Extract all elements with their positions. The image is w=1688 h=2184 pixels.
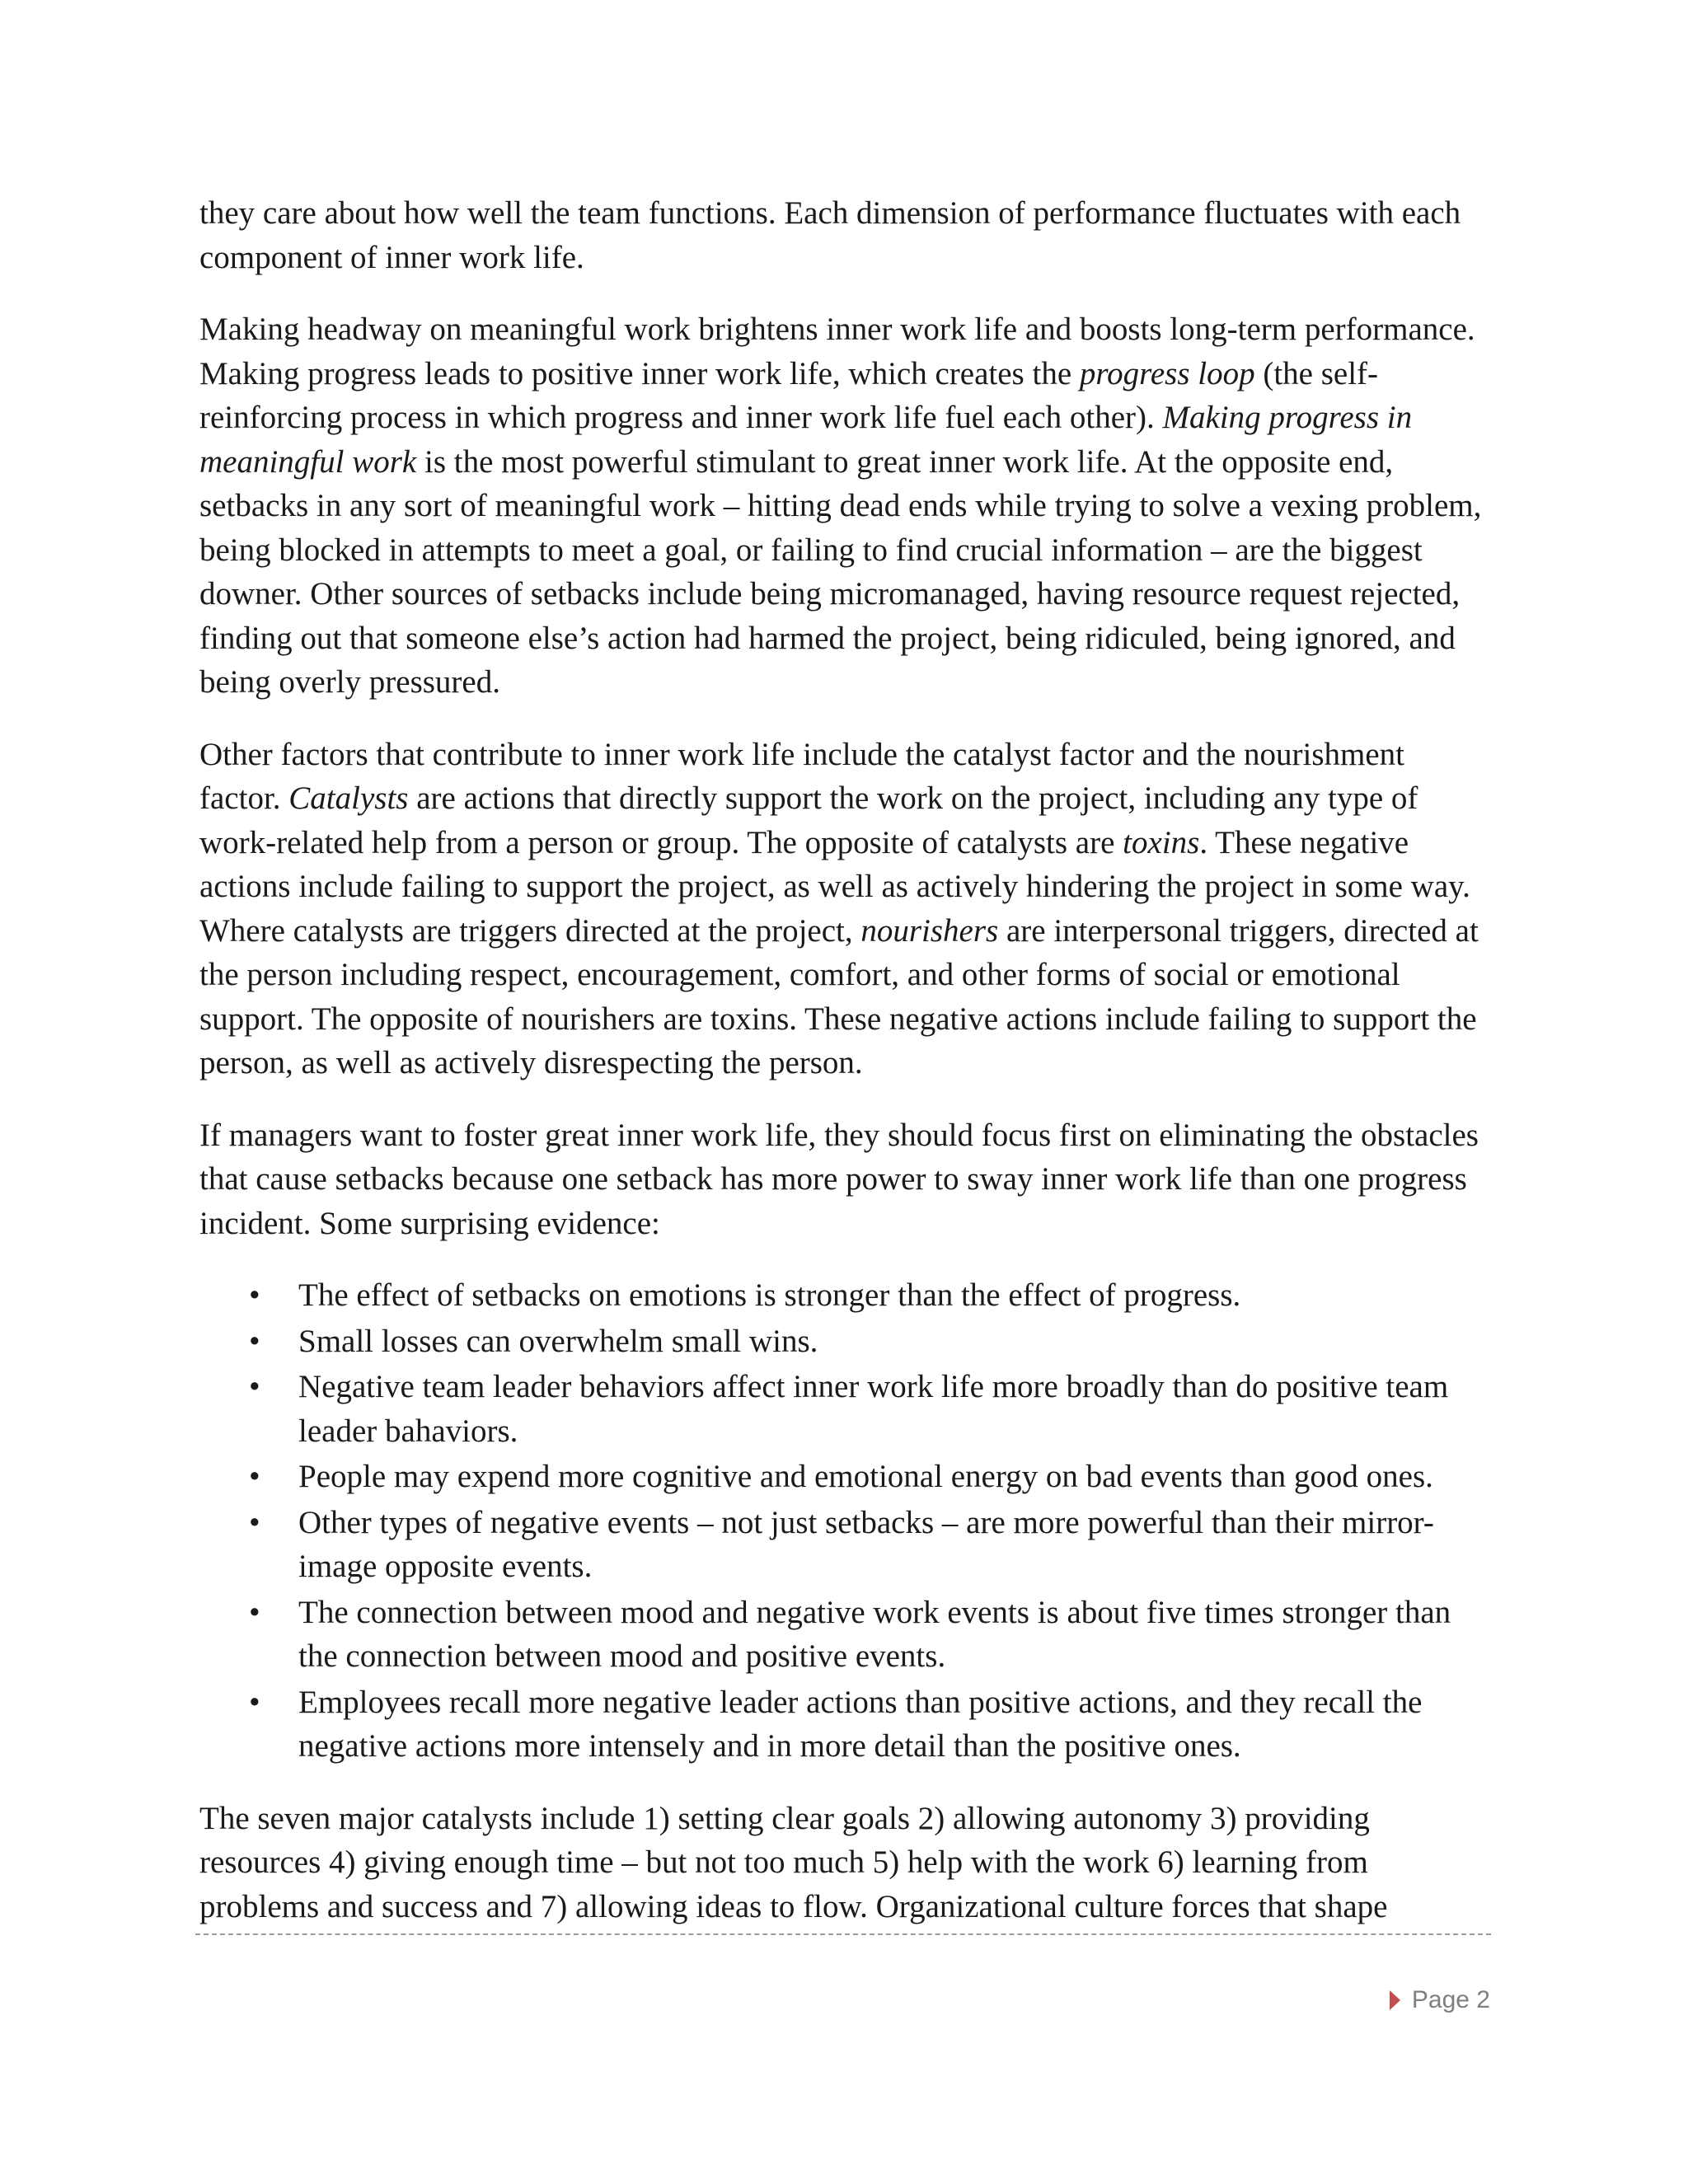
list-item [199,1273,1493,1318]
list-item-text: People may expend more cognitive and emotional energy on bad events than good ones. [298,1459,1433,1494]
list-item-text: Small losses can overwhelm small wins. [298,1323,818,1359]
list-item [199,1365,1493,1453]
term-making-progress: Making progress in meaningful work [199,400,1413,480]
triangle-right-icon [1390,1990,1400,2010]
term-catalysts: Catalysts [288,780,409,816]
list-item-text: Other types of negative events – not just setbacks – are more powerful than their mirror-image opposite events. [298,1504,1434,1584]
paragraph-1 [199,191,1493,279]
list-item [199,1455,1493,1499]
list-item [199,1501,1493,1589]
bullet-icon: • [249,1277,260,1313]
paragraph-3-text-c: are actions that directly support the work on the project, including any type of work-related help from a person or group. The opposite of catalysts are [199,780,1418,860]
page-number: Page 2 [1411,1986,1490,2013]
list-item-text: Negative team leader behaviors affect inner work life more broadly than do positive team leader bahaviors. [298,1369,1449,1449]
term-toxins: toxins [1123,824,1200,860]
body-text [199,191,1493,1957]
bullet-icon: • [249,1504,260,1540]
bullet-icon: • [249,1459,260,1494]
bullet-icon: • [249,1369,260,1404]
paragraph-2-text-a: Making headway on meaningful work brightens inner work life and boosts long-term performance. Making progress leads to positive inner work life, which creates the [199,312,1475,391]
term-progress-loop: progress loop [1079,355,1255,391]
paragraph-5 [199,1797,1493,1929]
paragraph-2-text-c: (the self-reinforcing process in which progress and inner work life fuel each other). [199,355,1379,435]
list-item [199,1591,1493,1679]
bullet-icon: • [249,1323,260,1359]
evidence-list [199,1273,1493,1769]
paragraph-4-text: If managers want to foster great inner work life, they should focus first on eliminating the obstacles that cause setbacks because one setback has more power to sway inner work life than one progress incident. Some surprising evidence: [199,1117,1479,1241]
bullet-icon: • [249,1594,260,1630]
paragraph-3-text-g: are interpersonal triggers, directed at the person including respect, encouragement, comfort, and other forms of social or emotional support. The opposite of nourishers are toxins. These negative actions include failing to support the person, as well as actively disrespecting the person. [199,912,1479,1080]
paragraph-4 [199,1113,1493,1246]
list-item [199,1319,1493,1364]
paragraph-3-text-e: . These negative actions include failing to support the project, as well as actively hindering the project in some way. Where catalysts are triggers directed at the project, [199,824,1470,949]
paragraph-2 [199,307,1493,705]
footer-divider [195,1933,1491,1935]
paragraph-3-text-a: Other factors that contribute to inner work life include the catalyst factor and the nourishment factor. [199,736,1405,816]
page-footer [1390,1986,1490,2014]
bullet-icon: • [249,1684,260,1720]
paragraph-1-text: they care about how well the team functions. Each dimension of performance fluctuates with each component of inner work life. [199,195,1461,275]
list-item-text: The effect of setbacks on emotions is stronger than the effect of progress. [298,1277,1241,1313]
list-item [199,1680,1493,1769]
term-nourishers: nourishers [860,912,999,949]
paragraph-3 [199,733,1493,1085]
paragraph-2-text-e: is the most powerful stimulant to great inner work life. At the opposite end, setbacks in any sort of meaningful work – hitting dead ends while trying to solve a vexing problem, being blocked in attempts to meet a goal, or failing to find crucial information – are the biggest downer. Other sources of setbacks include being micromanaged, having resource request rejected, finding out that someone else’s action had harmed the project, being ridiculed, being ignored, and being overly pressured. [199,443,1482,700]
list-item-text: The connection between mood and negative work events is about five times stronger than the connection between mood and positive events. [298,1594,1451,1674]
paragraph-5-text: The seven major catalysts include 1) setting clear goals 2) allowing autonomy 3) providing resources 4) giving enough time – but not too much 5) help with the work 6) learning from problems and success and 7) allowing ideas to flow. Organizational culture forces that shape [199,1800,1388,1924]
list-item-text: Employees recall more negative leader actions than positive actions, and they recall the negative actions more intensely and in more detail than the positive ones. [298,1684,1423,1764]
